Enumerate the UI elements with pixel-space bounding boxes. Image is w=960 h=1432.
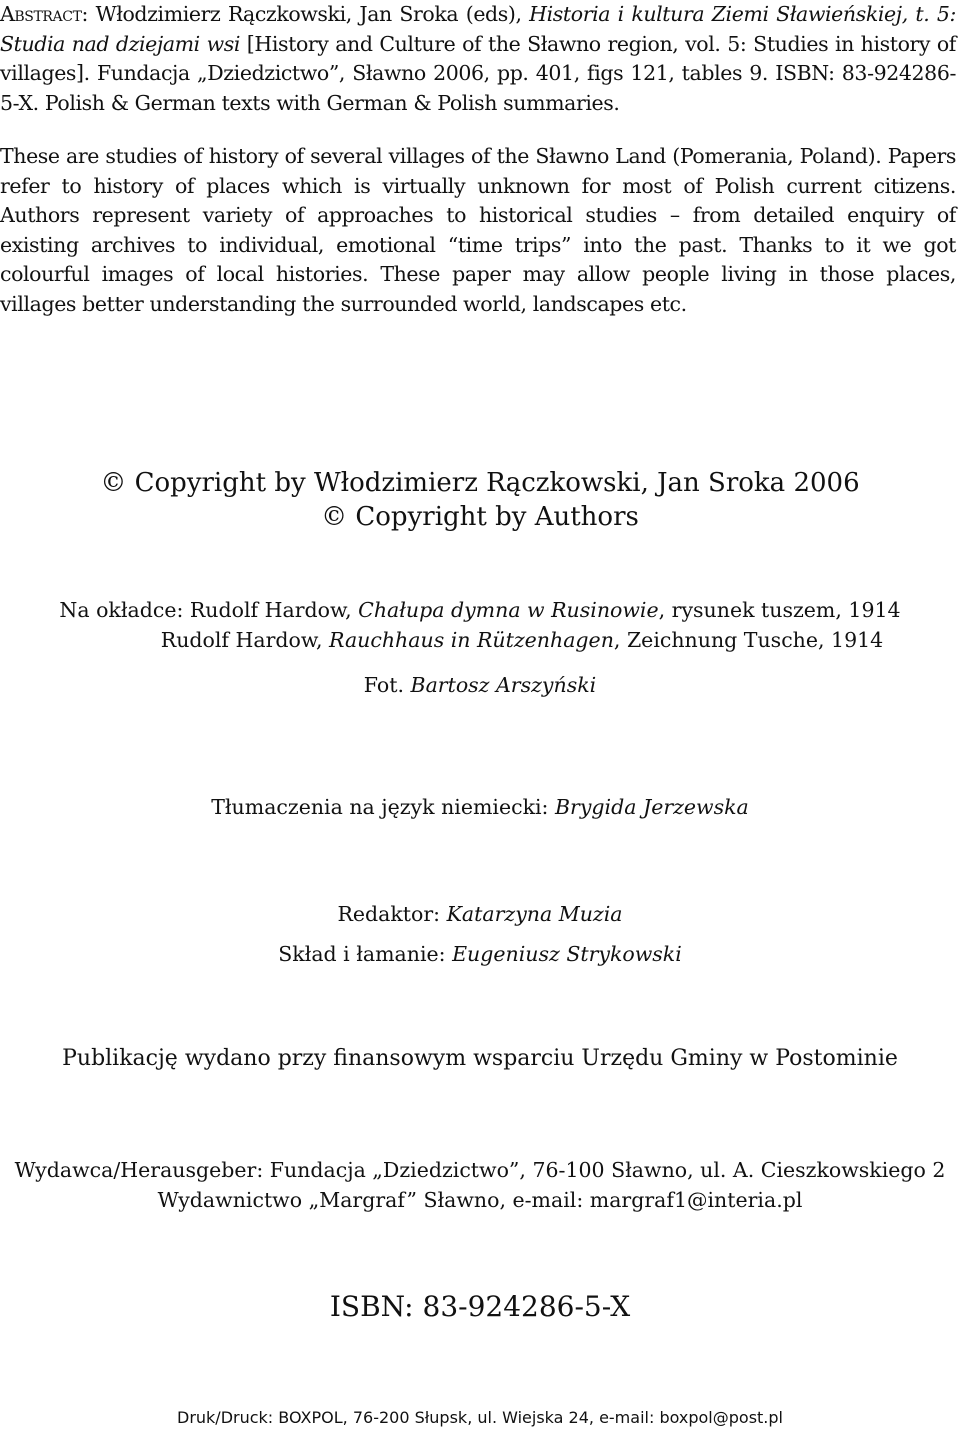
publisher-block <box>0 1155 960 1215</box>
photo-credit <box>0 670 960 700</box>
photo-label: Fot. <box>363 673 411 697</box>
cover-credit-line-1 <box>0 595 960 625</box>
cover-artist-1: Rudolf Hardow, <box>189 598 359 622</box>
translation-credit <box>0 792 960 822</box>
cover-desc-2: , Zeichnung Tusche, 1914 <box>613 628 884 652</box>
publisher-line-1: Wydawca/Herausgeber: Fundacja „Dziedzictwo”, 76-100 Sławno, ul. A. Cieszkowskiego 2 <box>14 1158 946 1182</box>
abstract-block <box>0 0 956 319</box>
cover-artist-2: Rudolf Hardow, <box>160 628 330 652</box>
editor-name: Katarzyna Muzia <box>446 902 623 926</box>
abstract-authors: Włodzimierz Rączkowski, Jan Sroka (eds), <box>88 2 530 26</box>
abstract-book-title: Historia i kultura Ziemi Sławieńskiej, t. 5: Studia nad dziejami wsi <box>0 2 957 56</box>
cover-title-2: Rauchhaus in Rützenhagen <box>329 628 614 652</box>
editor-credit <box>0 894 960 934</box>
copyright-editors: © Copyright by Włodzimierz Rączkowski, Jan Sroka 2006 <box>100 468 860 498</box>
funding-note: Publikację wydano przy finansowym wsparciu Urzędu Gminy w Postominie <box>62 1046 898 1071</box>
cover-credit-line-2 <box>0 625 960 655</box>
editor-label: Redaktor: <box>337 902 447 926</box>
cover-title-1: Chałupa dymna w Rusinowie <box>358 598 659 622</box>
cover-label: Na okładce: <box>59 598 190 622</box>
copyright-block <box>0 466 960 534</box>
cover-desc-1: , rysunek tuszem, 1914 <box>658 598 901 622</box>
photo-name: Bartosz Arszyński <box>410 673 597 697</box>
cover-credit <box>0 595 960 655</box>
translation-name: Brygida Jerzewska <box>554 795 749 819</box>
publisher-line-2: Wydawnictwo „Margraf” Sławno, e-mail: margraf1@interia.pl <box>157 1188 803 1212</box>
typesetting-label: Skład i łamanie: <box>278 942 453 966</box>
printer-info: Druk/Druck: BOXPOL, 76-200 Słupsk, ul. Wiejska 24, e-mail: boxpol@post.pl <box>177 1408 783 1427</box>
editor-credit-block <box>0 894 960 974</box>
abstract-citation <box>0 0 956 118</box>
isbn: ISBN: 83-924286-5-X <box>329 1290 631 1323</box>
typesetting-credit <box>0 934 960 974</box>
translation-label: Tłumaczenia na język niemiecki: <box>211 795 555 819</box>
abstract-body: These are studies of history of several villages of the Sławno Land (Pomerania, Poland). Papers refer to history of places which is virtually unknown for most of Polish current citizens. Authors represent variety of approaches to historical studies – from detailed enquiry of existing archives to individual, emotional “time trips” into the past. Thanks to it we got colourful images of local histories. These paper may allow people living in those places, villages better understanding the surrounded world, landscapes etc. <box>0 144 956 316</box>
typesetting-name: Eugeniusz Strykowski <box>452 942 682 966</box>
abstract-label: Abstract: <box>0 2 89 26</box>
copyright-authors: © Copyright by Authors <box>321 502 639 532</box>
abstract-citation-rest: [History and Culture of the Sławno region, vol. 5: Studies in history of villages]. Fundacja „Dziedzictwo”, Sławno 2006, pp. 401, figs 121, tables 9. ISBN: 83-924286-5-X. Polish & German texts with German & Polish summaries. <box>0 31 956 115</box>
